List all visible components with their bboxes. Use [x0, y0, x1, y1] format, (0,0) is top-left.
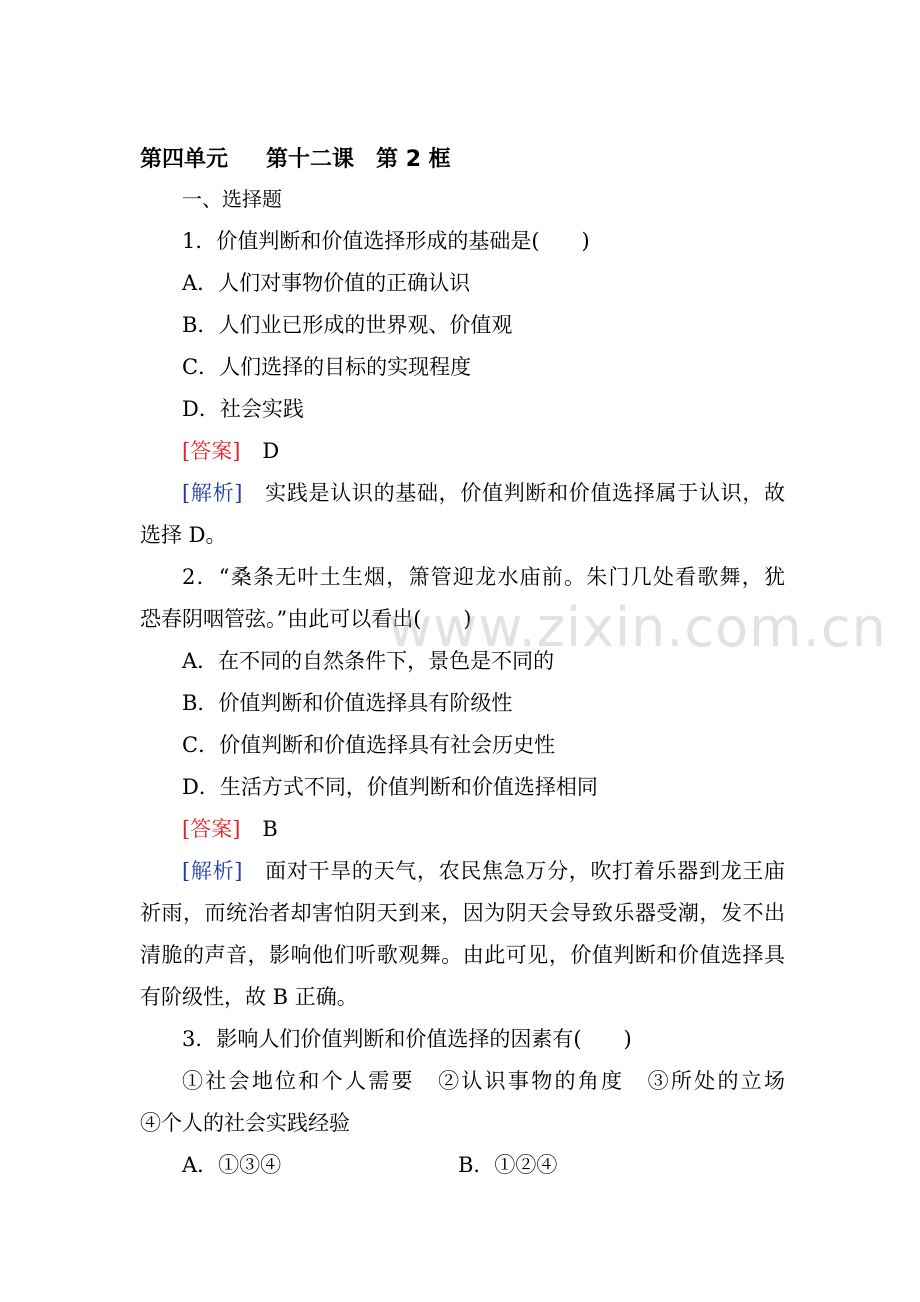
title-unit: 第四单元 — [140, 147, 229, 172]
answer-value: D — [262, 439, 280, 463]
question-3-option-b-wrap — [458, 1149, 758, 1181]
question-2-analysis-line-4: 有阶级性，故 B 正确。 — [140, 985, 358, 1009]
question-2-stem-line-1: 2．“桑条无叶土生烟，箫管迎龙水庙前。朱门几处看歌舞，犹 — [182, 565, 785, 589]
answer-value: B — [262, 817, 278, 841]
question-3-option-a: A．①③④ — [182, 1153, 282, 1177]
question-1-option-b: B．人们业已形成的世界观、价值观 — [182, 313, 513, 337]
question-2-option-d: D．生活方式不同，价值判断和价值选择相同 — [182, 775, 598, 799]
question-1-answer — [182, 435, 785, 467]
document-title — [140, 144, 785, 176]
question-2-option-c: C．价值判断和价值选择具有社会历史性 — [182, 733, 556, 757]
section-heading: 一、选择题 — [182, 187, 282, 211]
answer-tag: [答案] — [182, 817, 241, 841]
question-2-option-b: B．价值判断和价值选择具有阶级性 — [182, 691, 513, 715]
question-3-stem: 3．影响人们价值判断和价值选择的因素有( ) — [182, 1027, 632, 1051]
question-2-option-a: A．在不同的自然条件下，景色是不同的 — [182, 649, 555, 673]
question-3-factors-line-2: ④个人的社会实践经验 — [140, 1111, 350, 1135]
question-1-option-c: C．人们选择的目标的实现程度 — [182, 355, 472, 379]
question-1-option-d: D．社会实践 — [182, 397, 304, 421]
analysis-text: 面对干旱的天气，农民焦急万分，吹打着乐器到龙王庙 — [264, 859, 786, 883]
watermark: www.zixin.com.cn — [388, 596, 887, 659]
analysis-text: 实践是认识的基础，价值判断和价值选择属于认识，故 — [264, 481, 786, 505]
question-3-option-b: B．①②④ — [458, 1153, 558, 1177]
title-lesson: 第十二课 — [266, 147, 355, 172]
question-1-analysis-line-2: 选择 D。 — [140, 523, 227, 547]
title-frame: 第 2 框 — [376, 147, 451, 172]
question-1-analysis-line-1 — [182, 477, 785, 509]
analysis-tag: [解析] — [182, 481, 243, 505]
question-2-answer — [182, 813, 785, 845]
question-1-option-a: A．人们对事物价值的正确认识 — [182, 271, 471, 295]
answer-tag: [答案] — [182, 439, 241, 463]
question-2-analysis-line-3: 清脆的声音，影响他们听歌观舞。由此可见，价值判断和价值选择具 — [140, 943, 785, 967]
question-2-analysis-line-1 — [182, 855, 785, 887]
analysis-tag: [解析] — [182, 859, 243, 883]
question-2-analysis-line-2: 祈雨，而统治者却害怕阴天到来，因为阴天会导致乐器受潮，发不出 — [140, 901, 785, 925]
question-1-stem: 1．价值判断和价值选择形成的基础是( ) — [182, 229, 590, 253]
question-3-factors-line-1: ①社会地位和个人需要 ②认识事物的角度 ③所处的立场 — [182, 1069, 785, 1093]
question-2-stem-line-2: 恐春阴咽管弦。”由此可以看出( ) — [140, 607, 472, 631]
